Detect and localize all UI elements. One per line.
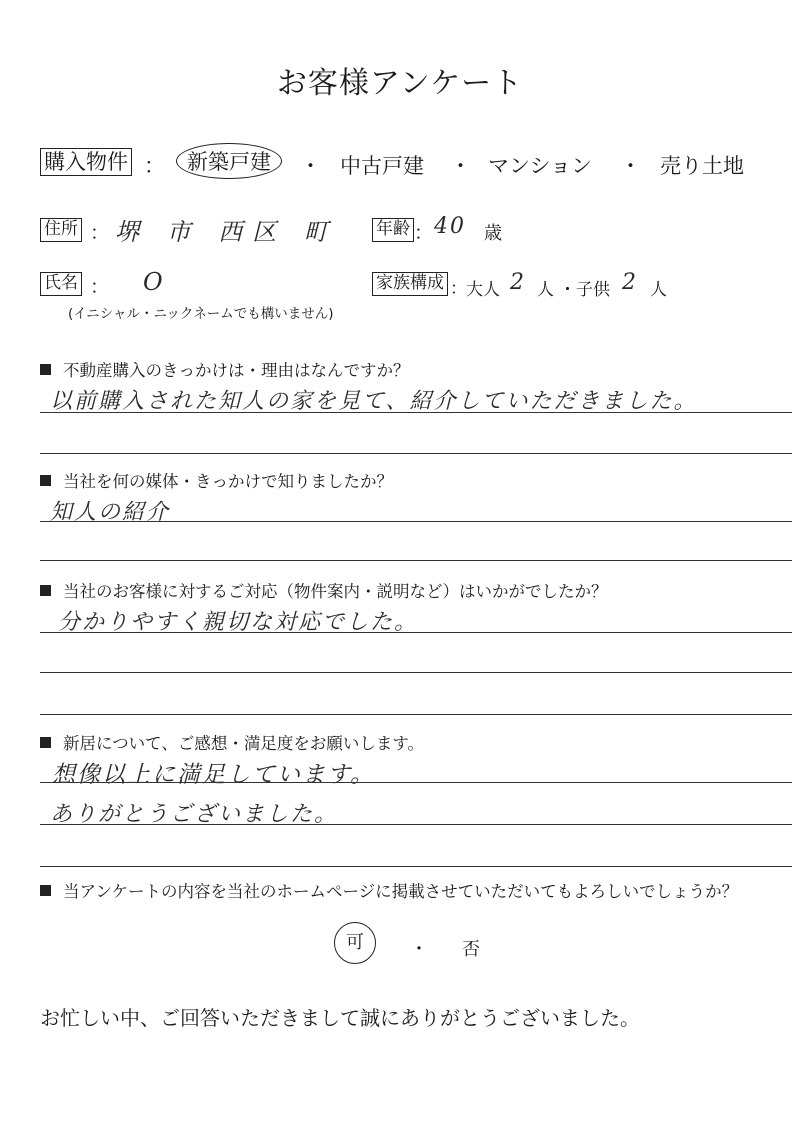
question-5 bbox=[40, 878, 738, 902]
question-text: 新居について、ご感想・満足度をお願いします。 bbox=[63, 734, 425, 753]
family-children-value[interactable]: 2 bbox=[622, 270, 638, 295]
answer-rule bbox=[40, 866, 792, 867]
question-2 bbox=[40, 468, 393, 492]
separator: ・ bbox=[559, 280, 576, 300]
answer-4-line-1[interactable]: 想像以上に満足しています。 bbox=[52, 762, 376, 788]
answer-3-line-1[interactable]: 分かりやすく親切な対応でした。 bbox=[58, 610, 419, 635]
question-text: 不動産購入のきっかけは・理由はなんですか？ bbox=[63, 361, 410, 380]
family-adults-value[interactable]: 2 bbox=[510, 270, 526, 295]
name-label: 氏名 bbox=[40, 272, 82, 296]
family-label: 家族構成 bbox=[372, 272, 448, 296]
property-option-new-house[interactable]: 新築戸建 bbox=[176, 143, 282, 179]
answer-4-line-2[interactable]: ありがとうございました。 bbox=[50, 802, 339, 827]
separator: ・ bbox=[620, 154, 641, 178]
question-3 bbox=[40, 578, 608, 602]
answer-2-line-1[interactable]: 知人の紹介 bbox=[50, 500, 171, 525]
property-label: 購入物件 bbox=[40, 148, 132, 176]
page-title: お客様アンケート bbox=[276, 66, 524, 101]
property-colon: ： bbox=[144, 154, 165, 178]
bullet-square-icon bbox=[40, 364, 51, 375]
answer-rule bbox=[40, 453, 792, 454]
thanks-message: お忙しい中、ご回答いただきまして誠にありがとうございました。 bbox=[40, 1006, 640, 1030]
question-text: 当社のお客様に対するご対応（物件案内・説明など）はいかがでしたか？ bbox=[63, 582, 608, 601]
answer-rule bbox=[40, 632, 792, 633]
bullet-square-icon bbox=[40, 885, 51, 896]
question-1 bbox=[40, 357, 410, 381]
separator: ・ bbox=[450, 154, 471, 178]
question-4 bbox=[40, 730, 424, 754]
name-colon: ： bbox=[90, 276, 110, 298]
answer-rule bbox=[40, 714, 792, 715]
family-children-label: 子供 bbox=[576, 280, 610, 300]
bullet-square-icon bbox=[40, 737, 51, 748]
bullet-square-icon bbox=[40, 585, 51, 596]
age-unit: 歳 bbox=[484, 223, 502, 244]
answer-rule bbox=[40, 560, 792, 561]
age-value[interactable]: 40 bbox=[434, 214, 466, 239]
question-text: 当社を何の媒体・きっかけで知りましたか？ bbox=[63, 472, 393, 491]
consent-no[interactable]: 否 bbox=[462, 939, 480, 960]
family-person-unit: 人 bbox=[537, 280, 554, 300]
family-adults-label: 大人 bbox=[466, 280, 500, 300]
answer-rule bbox=[40, 412, 792, 413]
answer-1-line-1[interactable]: 以前購入された知人の家を見て、紹介していただきました。 bbox=[50, 389, 698, 414]
name-value[interactable]: O bbox=[143, 268, 165, 296]
age-label: 年齢 bbox=[372, 218, 414, 242]
property-option-land[interactable]: 売り土地 bbox=[660, 154, 744, 178]
separator: ・ bbox=[300, 154, 321, 178]
answer-rule bbox=[40, 521, 792, 522]
separator: ・ bbox=[410, 939, 428, 960]
age-colon: ： bbox=[414, 222, 434, 244]
family-colon: ： bbox=[450, 279, 467, 299]
answer-rule bbox=[40, 672, 792, 673]
address-label: 住所 bbox=[40, 218, 82, 242]
answer-rule bbox=[40, 824, 792, 825]
property-option-mansion[interactable]: マンション bbox=[488, 154, 593, 178]
address-value[interactable]: 堺 市 西区 町 bbox=[115, 218, 338, 246]
name-note: (イニシャル・ニックネームでも構いません) bbox=[68, 306, 334, 322]
answer-rule bbox=[40, 782, 792, 783]
family-person-unit: 人 bbox=[650, 280, 667, 300]
property-option-used-house[interactable]: 中古戸建 bbox=[340, 154, 424, 178]
bullet-square-icon bbox=[40, 475, 51, 486]
address-colon: ： bbox=[90, 222, 110, 244]
consent-yes[interactable]: 可 bbox=[334, 922, 376, 964]
question-text: 当アンケートの内容を当社のホームページに掲載させていただいてもよろしいでしょうか？ bbox=[63, 882, 739, 901]
